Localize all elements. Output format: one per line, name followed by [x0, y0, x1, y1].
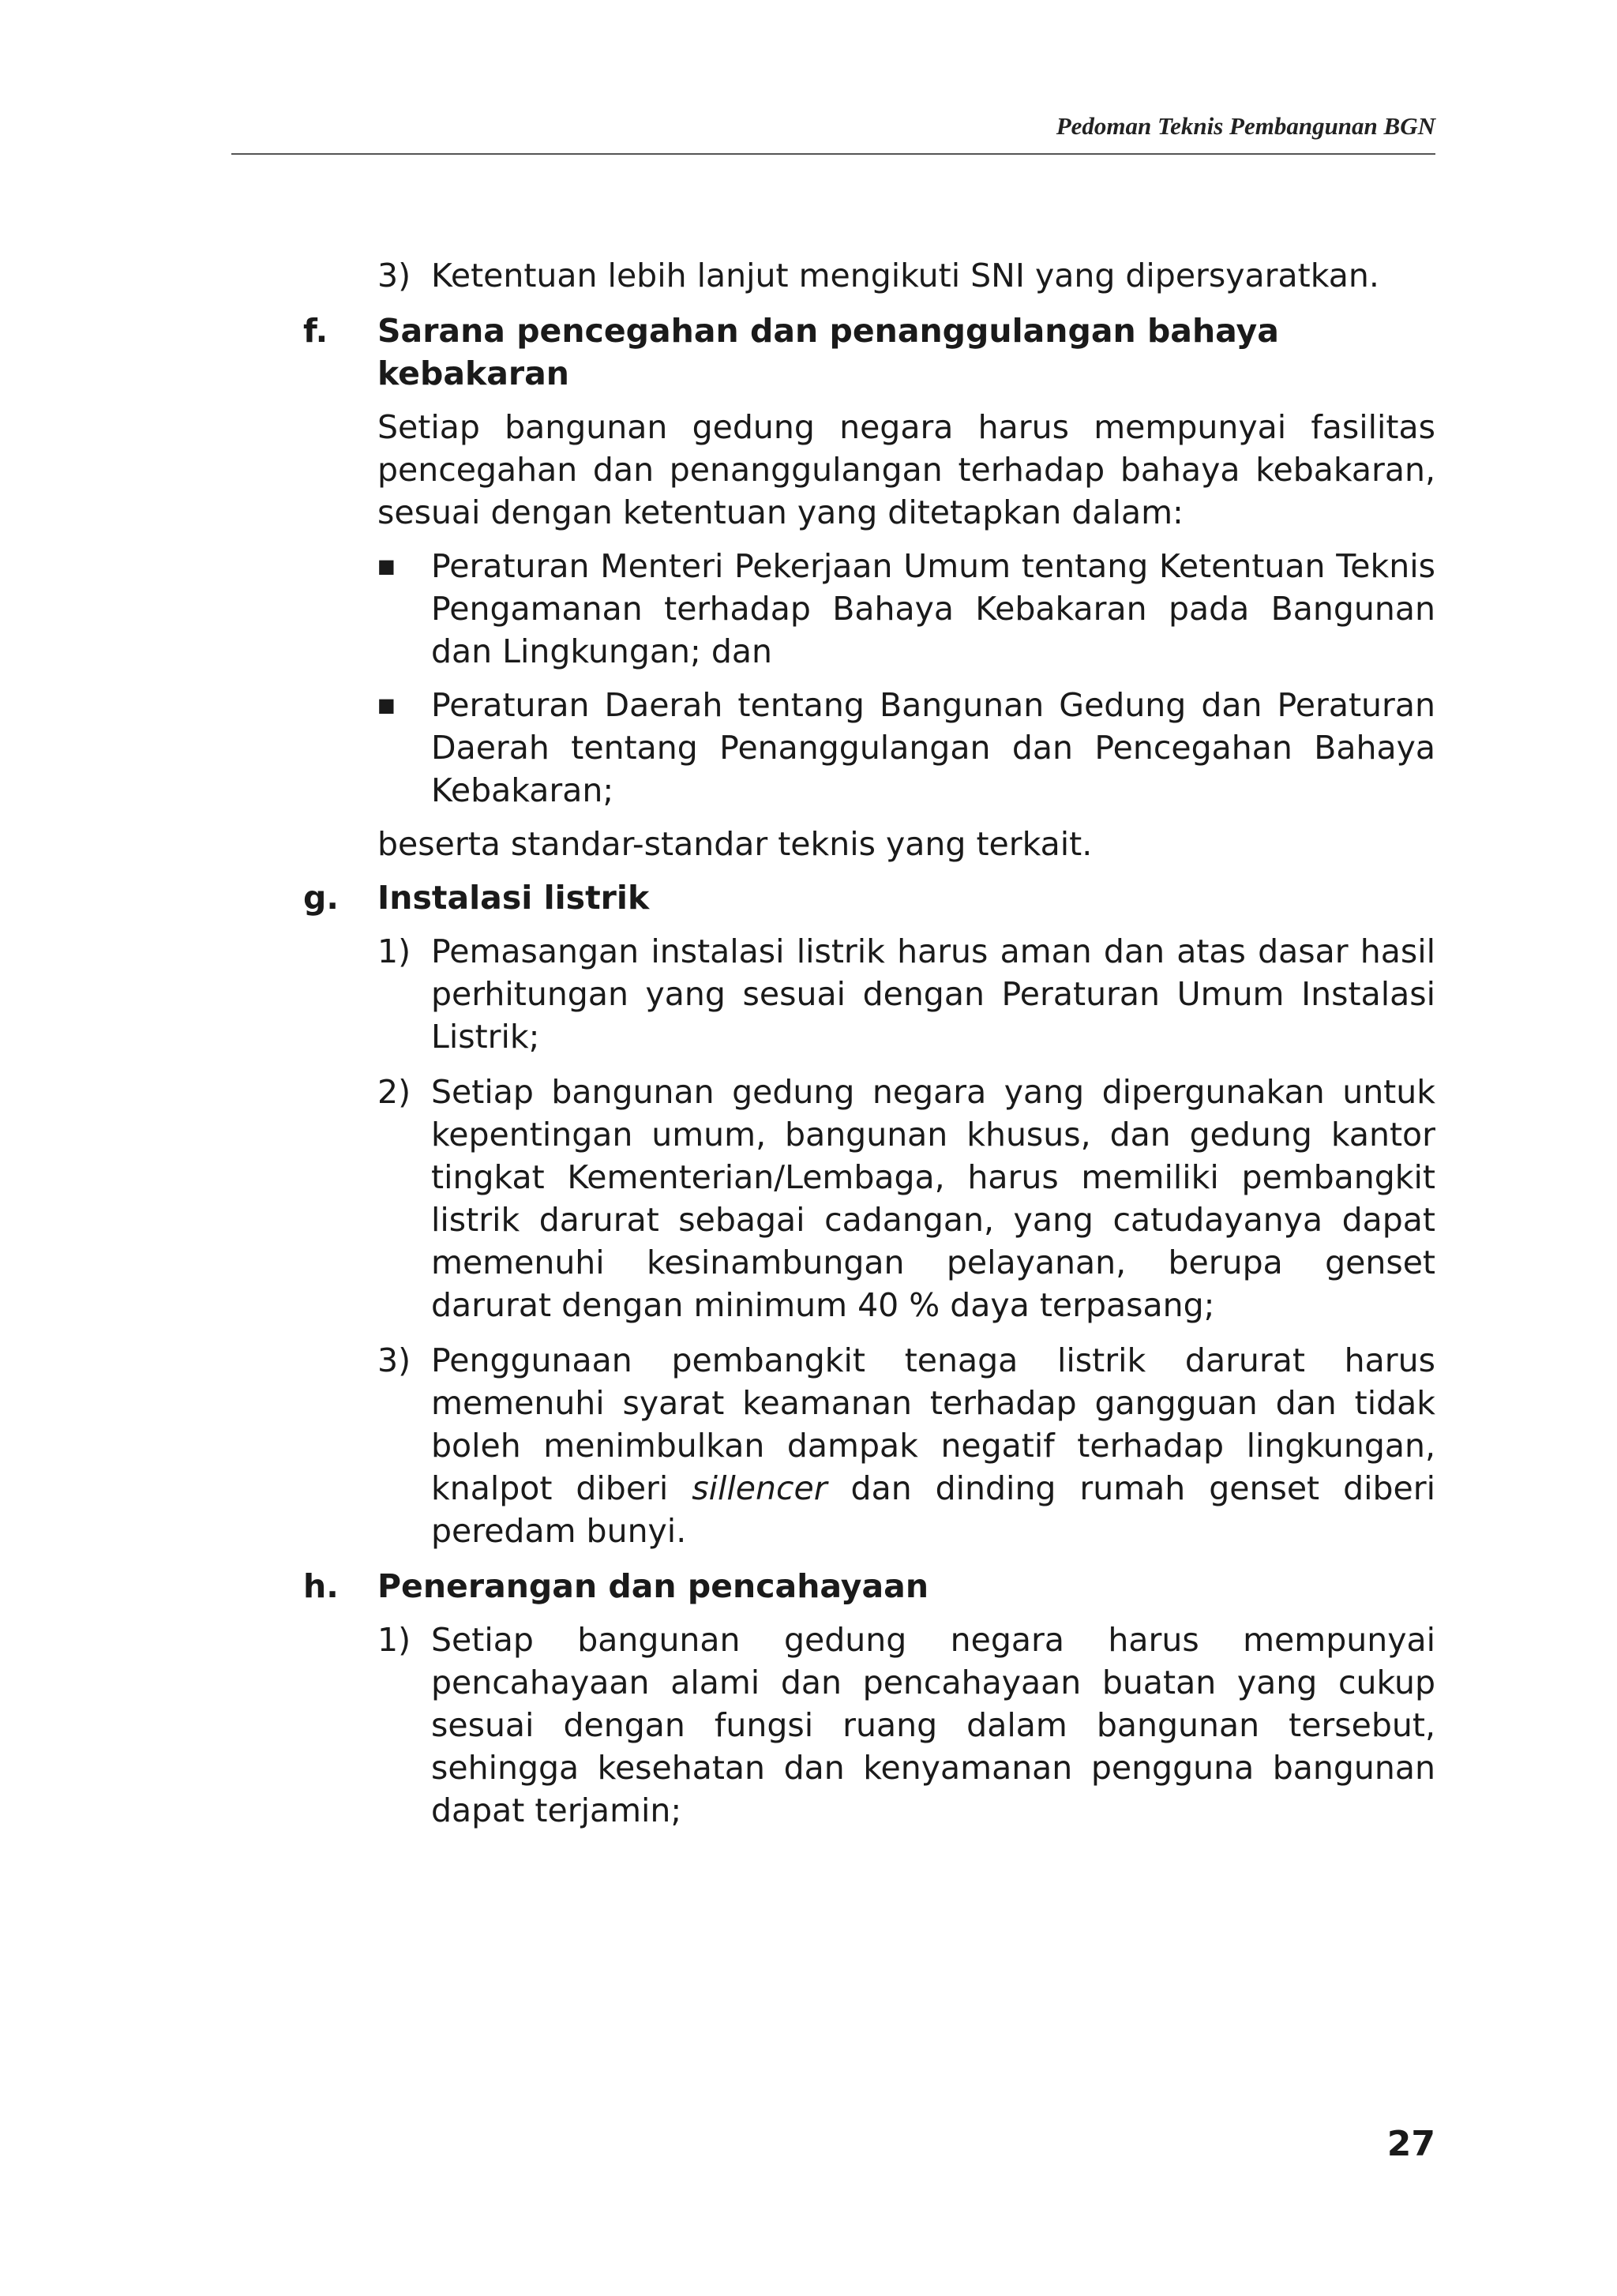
bullet-list: [377, 545, 1435, 812]
list-item: [377, 1619, 1435, 1832]
section-letter: h.: [303, 1567, 339, 1605]
bullet-item: [377, 545, 1435, 673]
running-header: Pedoman Teknis Pembangunan BGN: [1056, 112, 1435, 140]
list-item-text: Setiap bangunan gedung negara yang dipergunakan untuk kepentingan umum, bangunan khusus, dan gedung kantor tingkat Kementerian/Lembaga, harus memiliki pembangkit listrik darurat sebagai cadangan, yang catudayanya dapat memenuhi kesinambungan pelayanan, berupa genset darurat dengan minimum 40 % daya terpasang;: [431, 1073, 1435, 1324]
bullet-item: [377, 684, 1435, 812]
list-item-text: Ketentuan lebih lanjut mengikuti SNI yang dipersyaratkan.: [431, 257, 1379, 295]
list-marker: 1): [377, 1621, 411, 1659]
list-item: [377, 254, 1435, 297]
bullet-text: Peraturan Daerah tentang Bangunan Gedung dan Peraturan Daerah tentang Penanggulangan dan Pencegahan Bahaya Kebakaran;: [431, 686, 1435, 809]
section-letter: g.: [303, 879, 339, 917]
list-marker: 3): [377, 1341, 411, 1379]
list-item: [377, 1071, 1435, 1326]
list-item: [377, 1339, 1435, 1552]
paragraph: beserta standar-standar teknis yang terkait.: [377, 825, 1093, 863]
paragraph: Setiap bangunan gedung negara harus mempunyai fasilitas pencegahan dan penanggulangan terhadap bahaya kebakaran, sesuai dengan ketentuan yang ditetapkan dalam:: [377, 408, 1435, 531]
section-heading-g: [303, 876, 1435, 919]
section-title: Penerangan dan pencahayaan: [377, 1567, 929, 1605]
section-letter: f.: [303, 312, 328, 350]
list-item-text: [431, 1339, 1435, 1552]
list-marker: 3): [377, 257, 411, 295]
section-heading-f: [303, 310, 1435, 395]
text-segment: dan dinding rumah genset diberi peredam bunyi.: [431, 1469, 1435, 1550]
section-title: Instalasi listrik: [377, 879, 650, 917]
list-marker: 1): [377, 932, 411, 970]
list-item: [377, 930, 1435, 1058]
list-marker: 2): [377, 1073, 411, 1111]
section-title: Sarana pencegahan dan penanggulangan bahaya kebakaran: [377, 312, 1279, 392]
page-content: [303, 254, 1435, 1844]
text-segment: Penggunaan pembangkit tenaga listrik darurat harus memenuhi syarat keamanan terhadap gangguan dan tidak boleh menimbulkan dampak negatif terhadap lingkungan, knalpot diberi: [431, 1341, 1435, 1507]
square-bullet-icon: ■: [377, 694, 396, 716]
page-number: 27: [1386, 2124, 1435, 2164]
header-rule: [231, 153, 1435, 155]
italic-term: sillencer: [692, 1469, 827, 1507]
list-item-text: Pemasangan instalasi listrik harus aman dan atas dasar hasil perhitungan yang sesuai dengan Peraturan Umum Instalasi Listrik;: [431, 932, 1435, 1056]
list-item-text: Setiap bangunan gedung negara harus mempunyai pencahayaan alami dan pencahayaan buatan yang cukup sesuai dengan fungsi ruang dalam bangunan tersebut, sehingga kesehatan dan kenyamanan pengguna bangunan dapat terjamin;: [431, 1621, 1435, 1829]
square-bullet-icon: ■: [377, 555, 396, 577]
bullet-text: Peraturan Menteri Pekerjaan Umum tentang Ketentuan Teknis Pengamanan terhadap Bahaya Kebakaran pada Bangunan dan Lingkungan; dan: [431, 547, 1435, 670]
section-heading-h: [303, 1565, 1435, 1608]
